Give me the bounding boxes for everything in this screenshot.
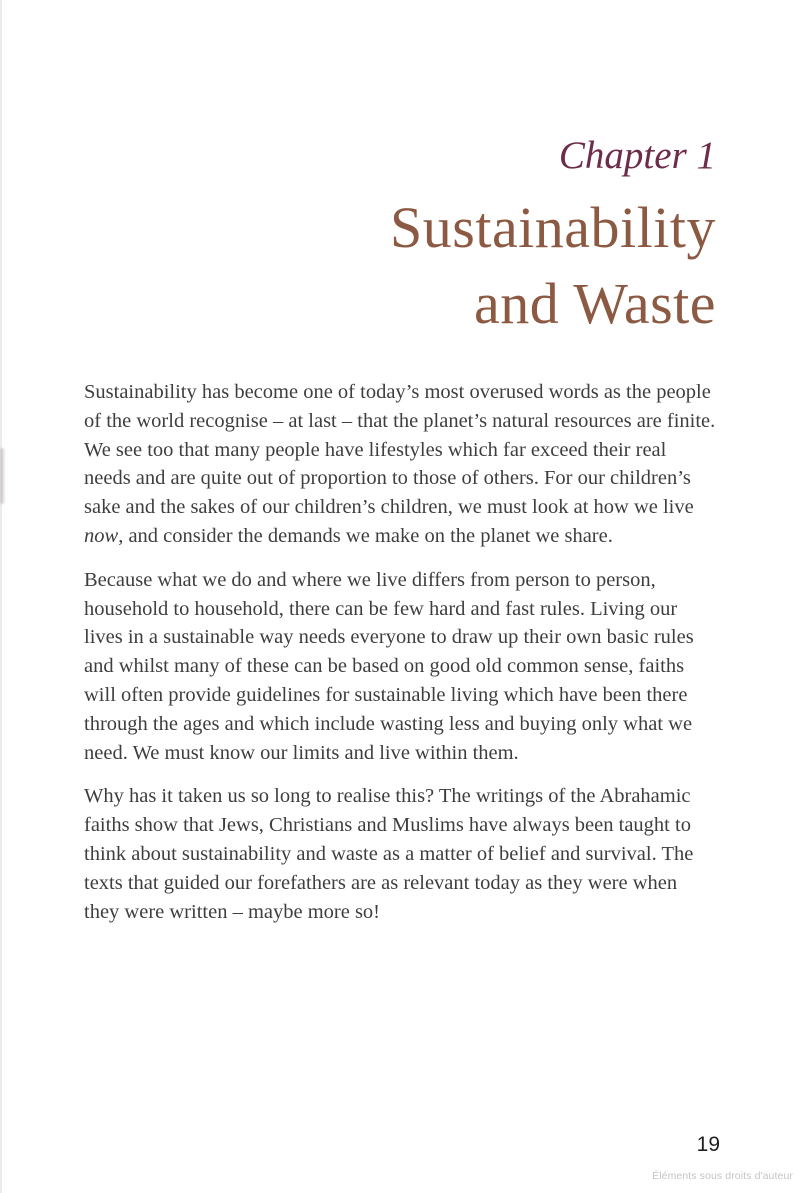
paragraph-1-text-pre: Sustainability has become one of today’s most overused words as the people of the world recognise – at last – that the planet’s natural resources are finite. We see too that many people have lifestyles which far exceed their real needs and are quite out of proportion to those of others. For our children’s sake and the sakes of our children’s children, we must look at how we live (84, 381, 716, 519)
chapter-header (0, 0, 800, 342)
paragraph-1-text-post: , and consider the demands we make on the planet we share. (118, 524, 613, 547)
copyright-watermark: Éléments sous droits d'auteur (652, 1170, 793, 1182)
chapter-number-label: Chapter 1 (558, 134, 716, 177)
chapter-body (84, 378, 717, 926)
paragraph-2: Because what we do and where we live differs from person to person, household to household, there can be few hard and fast rules. Living our lives in a sustainable way needs everyone to draw up their own basic rules and whilst many of these can be based on good old common sense, faiths will often provide guidelines for sustainable living which have been there through the ages and which include wasting less and buying only what we need. We must know our limits and live within them. (84, 568, 694, 764)
paragraph-1 (84, 378, 717, 551)
chapter-title (0, 190, 716, 342)
chapter-title-line1: Sustainability (390, 195, 716, 260)
scan-smudge-artifact (0, 448, 4, 504)
paragraph-3: Why has it taken us so long to realise this? The writings of the Abrahamic faiths show that Jews, Christians and Muslims have always been taught to think about sustainability and waste as a matter of belief and survival. The texts that guided our forefathers are as relevant today as they were when they were written – maybe more so! (84, 785, 694, 923)
page-number: 19 (696, 1133, 720, 1156)
scan-edge-artifact (0, 0, 2, 1193)
chapter-title-line2: and Waste (474, 271, 716, 336)
paragraph-1-italic-emphasis: now (84, 524, 119, 547)
